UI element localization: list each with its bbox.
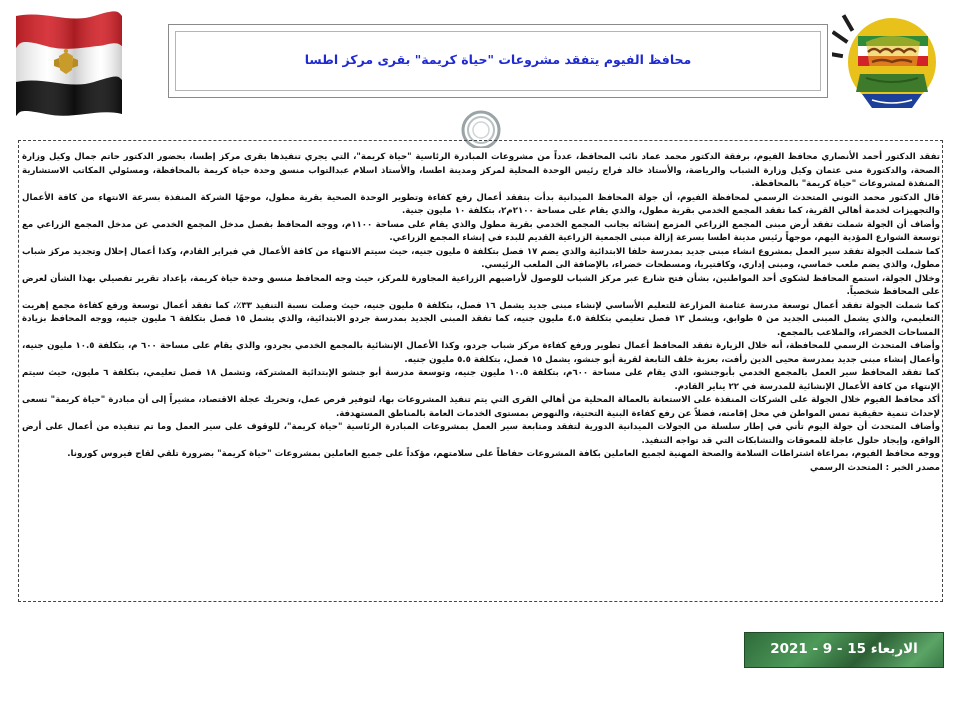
article-paragraph: كما تفقد المحافظ سير العمل بالمجمع الخدمي بأبوجنشو، الذي يقام على مساحة ٦٠٠م، بتكلفة ١٠.٥ مليون جنيه، وتوسعة مدرسة أبو جنشو الإبتدائية المشتركة، وتشمل ١٨ فصل تعليمي، بتكلفة ٦ مليون، حيث سيتم الإنتهاء من كافة الأعمال الإنشائية للمدرسة في ٢٢ يناير القادم. — [22, 368, 940, 392]
article-paragraph: وأضاف أن الجولة شملت تفقد أرض مبنى المجمع الزراعي المزمع إنشائه بجانب المجمع الخدمي بقرية مطول والذي يقام على مساحة ١١٠٠م، ووجه المحافظ بفصل مدخل المجمع الخدمي عن مدخل المجمع الزراعي مع توسعة الشوارع المؤدية اليهم، موجهاً رئيس مدينة اطسا بسرعة إزالة مبنى الجمعية الزراعية القديم للبدء في إنشاء المجمع الزراعي. — [22, 219, 940, 243]
publish-date: الاربعاء 15 - 9 - 2021 — [770, 641, 918, 657]
news-source: مصدر الخبر : المتحدث الرسمي — [810, 462, 940, 473]
article-paragraph: كما شملت الجولة تفقد أعمال توسعة مدرسة عثامنة المزارعة للتعليم الأساسي لإنشاء مبنى جديد يشمل ١٦ فصل، بتكلفة ٥ مليون جنيه، حيث وصلت نسبة التنفيذ ٣٣٪، كما تفقد أعمال توسعة ورفع كفاءة مجمع إهريت التعليمي، والذي يشمل المبنى الجديد من ٥ طوابق، ويشمل ١٣ فصل تعليمي بتكلفة ٤.٥ مليون جنيه، كما تفقد المبنى الجديد بمدرسة جردو الابتدائية، والذي يشمل ١٥ فصل بتكلفة ٦ مليون جنيه، ووجه المحافظ بزيادة المساحات الخضراء، والملاعب بالمجمع. — [22, 300, 941, 338]
article-paragraph: تفقد الدكتور أحمد الأنصاري محافظ الفيوم، برفقة الدكتور محمد عماد نائب المحافظ، عدداً من مشروعات المبادرة الرئاسية "حياة كريمة"، التي يجري تنفيذها بقرى مركز إطسا، بحضور الدكتور حاتم جمال وكيل وزارة الصحة، والدكتورة منى عثمان وكيل وزارة الشباب والرياضة، والأستاذ خالد فراج رئيس الوحدة المحلية لمركز ومدينة اطسا، والأستاذ اسلام عبدالتواب منسق وحدة حياة كريمة بالمحافظة، ومسئولي المكاتب الاستشارية المنفذة لمشروعات "حياة كريمة" بالمحافظة. — [22, 152, 940, 189]
article-paragraph: وأضاف المتحدث أن جولة اليوم تأتي في إطار سلسلة من الجولات الميدانية الدورية لتفقد ومتابعة سير العمل بمشروعات المبادرة الرئاسية "حياة كريمة"، للوقوف على سير العمل وما تم تنفيذه من أعمال على أرض الواقع، وإيجاد حلول عاجلة للمعوقات والتشابكات التي قد تواجه التنفيذ. — [22, 422, 940, 446]
egypt-flag-icon — [14, 10, 124, 118]
article-paragraph: كما شملت الجولة تفقد سير العمل بمشروع انشاء مبنى جديد بمدرسة حلفا الابتدائية والذي يضم ١٧ فصل بتكلفة ٥ مليون جنيه، حيث سيتم الانتهاء من كافة الأعمال في فبراير القادم، وكذا أعمال إحلال وتجديد مركز شباب مطول، والذي يضم ملعب خماسي، ومبنى إداري، وكافتيريا، ومسطحات خضراء، بالإضافة الى الملعب الرئيسي. — [22, 246, 940, 270]
article-paragraph: وخلال الجولة، استمع المحافظ لشكوى أحد المواطنين، بشأن فتح شارع عبر مركز الشباب للوصول لأراضيهم الزراعية المجاورة للمركز، حيث وجه المحافظ منسق وحدة حياة كريمة، بإعداد تقرير تفصيلي بهذا الشأن لعرض على المحافظ شخصياً. — [22, 273, 940, 297]
article-paragraph: قال الدكتور محمد التوني المتحدث الرسمي لمحافظة الفيوم، أن جولة المحافظ الميدانية بدأت بتفقد أعمال رفع كفاءة وتطوير الوحدة الصحية بقرية مطول، موجهًا الشركة المنفذة بسرعة الانتهاء من كافة الأعمال والتجهيزات لخدمة أهالي القرية، كما تفقد المجمع الخدمي بقرية مطول، والذي يقام على مساحة ٢١٠٠م٢، بتكلفة ١٠ مليون جنية. — [22, 192, 940, 216]
article-paragraph: وأضاف المتحدث الرسمي للمحافظة، أنه خلال الزيارة تفقد المحافظ أعمال تطوير ورفع كفاءة مركز شباب جردو، وكذا الأعمال الإنشائية بالمجمع الخدمي بجردو، والذي يقام على مساحة ٦٠٠ م، بتكلفة ١٠.٥ مليون جنيه، وأعمال إنشاء مبنى جديد بمدرسة محيى الدين رأفت، بعزبة خلف التابعة لقرية أبو جنشو، يشمل ١٥ فصل، بتكلفة ٥.٥ مليون جنيه. — [22, 341, 940, 365]
title-box — [168, 24, 828, 98]
article-body — [22, 151, 940, 475]
date-bar — [744, 632, 944, 668]
governorate-logo-icon — [832, 12, 944, 116]
page-title: محافظ الفيوم يتفقد مشروعات "حياة كريمة" بقرى مركز اطسا — [304, 52, 692, 67]
article-paragraph: ووجه محافظ الفيوم، بمراعاة اشتراطات السلامة والصحة المهنية لجميع العاملين بكافة المشروعات حفاظاً على سلامتهم، مؤكداً على جميع العاملين بمشروعات "حياة كريمة" بضرورة تلقي لقاح فيروس كورونا. — [67, 449, 940, 459]
article-paragraph: أكد محافظ الفيوم خلال الجولة على الشركات المنفذة على الاستعانة بالعمالة المحلية من أهالي القرى التي يتم تنفيذ المشروعات بها، لتوفير فرص عمل، وتحريك عجلة الاقتصاد، مشيراً إلى أن مبادرة "حياة كريمة" تسعى لإحداث تنمية حقيقية تمس المواطن في محل إقامته، فضلاً عن رفع كفاءة البنية التحتية، والنهوض بمستوى الخدمات العامة بالمناطق المستهدفة. — [22, 395, 940, 419]
